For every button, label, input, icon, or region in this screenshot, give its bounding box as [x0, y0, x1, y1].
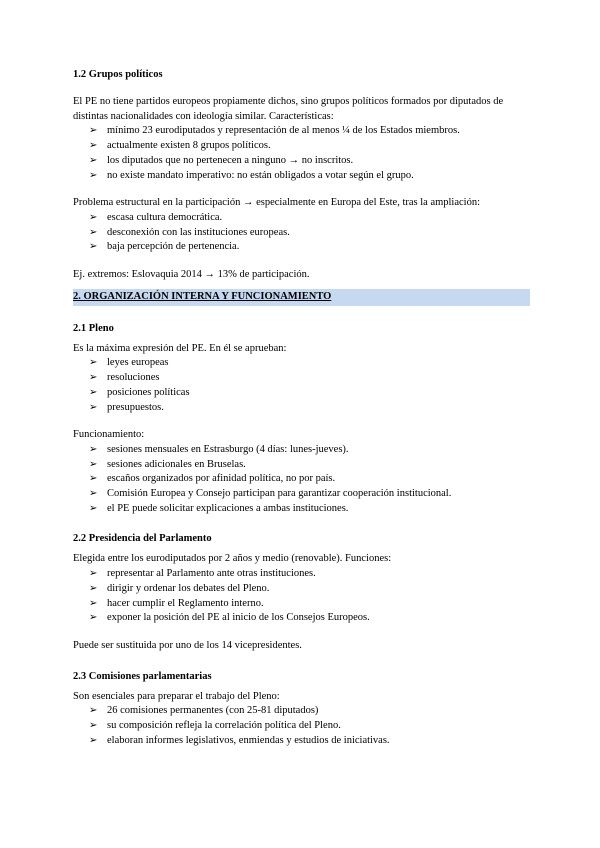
- list-item: ➢ desconexión con las instituciones europeas.: [73, 226, 533, 241]
- list-item: ➢ escaños organizados por afinidad política, no por país.: [73, 472, 533, 487]
- list-item: ➢ su composición refleja la correlación política del Pleno.: [73, 719, 533, 734]
- paragraph-2-1-intro: Es la máxima expresión del PE. En él se aprueban:: [73, 342, 287, 354]
- arrow-bullet-icon: ➢: [89, 241, 98, 253]
- paragraph-1-2-problem: Problema estructural en la participación → especialmente en Europa del Este, tras la ampliación:: [73, 197, 481, 209]
- list-1-2-characteristics: [73, 124, 533, 183]
- paragraph-2-1-functioning: Funcionamiento:: [73, 429, 145, 441]
- list-2-1-functioning: [73, 443, 533, 517]
- arrow-bullet-icon: ➢: [89, 705, 98, 717]
- list-item: ➢ hacer cumplir el Reglamento interno.: [73, 597, 533, 612]
- list-item: ➢ presupuestos.: [73, 401, 533, 416]
- list-item: ➢ representar al Parlamento ante otras instituciones.: [73, 567, 533, 582]
- arrow-bullet-icon: ➢: [89, 386, 98, 398]
- arrow-bullet-icon: ➢: [89, 357, 98, 369]
- list-item: ➢ elaboran informes legislativos, enmiendas y estudios de iniciativas.: [73, 734, 533, 749]
- arrow-bullet-icon: ➢: [89, 473, 98, 485]
- arrow-bullet-icon: ➢: [89, 211, 98, 223]
- paragraph-1-2-example: Ej. extremos: Eslovaquia 2014 → 13% de participación.: [73, 269, 310, 281]
- list-item: ➢ el PE puede solicitar explicaciones a ambas instituciones.: [73, 502, 533, 517]
- paragraph-2-2-note: Puede ser sustituida por uno de los 14 vicepresidentes.: [73, 639, 302, 651]
- arrow-bullet-icon: ➢: [89, 734, 98, 746]
- section-heading-2-3: 2.3 Comisiones parlamentarias: [73, 670, 212, 682]
- section-heading-2: 2. ORGANIZACIÓN INTERNA Y FUNCIONAMIENTO: [73, 291, 332, 303]
- list-item: ➢ leyes europeas: [73, 356, 533, 371]
- list-item: ➢ no existe mandato imperativo: no están obligados a votar según el grupo.: [73, 169, 533, 184]
- list-1-2-problems: [73, 211, 533, 255]
- document-content: [73, 68, 533, 749]
- arrow-bullet-icon: ➢: [89, 443, 98, 455]
- section-heading-1-2: 1.2 Grupos políticos: [73, 69, 163, 80]
- arrow-bullet-icon: ➢: [89, 568, 98, 580]
- list-item: ➢ baja percepción de pertenencia.: [73, 240, 533, 255]
- list-item: ➢ posiciones políticas: [73, 386, 533, 401]
- arrow-bullet-icon: ➢: [89, 597, 98, 609]
- list-item: ➢ escasa cultura democrática.: [73, 211, 533, 226]
- section-heading-2-2: 2.2 Presidencia del Parlamento: [73, 533, 212, 545]
- paragraph-2-3-intro: Son esenciales para preparar el trabajo del Pleno:: [73, 690, 280, 702]
- list-2-2-functions: [73, 567, 533, 626]
- arrow-bullet-icon: ➢: [89, 226, 98, 238]
- arrow-bullet-icon: ➢: [89, 488, 98, 500]
- list-item: ➢ Comisión Europea y Consejo participan para garantizar cooperación institucional.: [73, 487, 533, 502]
- list-item: ➢ los diputados que no pertenecen a ninguno → no inscritos.: [73, 154, 533, 169]
- arrow-bullet-icon: ➢: [89, 458, 98, 470]
- list-item: ➢ resoluciones: [73, 371, 533, 386]
- list-item: ➢ mínimo 23 eurodiputados y representación de al menos ¼ de los Estados miembros.: [73, 124, 533, 139]
- arrow-bullet-icon: ➢: [89, 125, 98, 137]
- arrow-bullet-icon: ➢: [89, 502, 98, 514]
- list-item: ➢ 26 comisiones permanentes (con 25-81 diputados): [73, 704, 533, 719]
- list-item: ➢ exponer la posición del PE al inicio de los Consejos Europeos.: [73, 611, 533, 626]
- arrow-bullet-icon: ➢: [89, 720, 98, 732]
- paragraph-1-2-intro: El PE no tiene partidos europeos propiamente dichos, sino grupos políticos formados por diputados de distintas nacionalidades con ideología similar. Características:: [73, 96, 504, 122]
- section-banner-2: [73, 289, 530, 306]
- list-2-1-approved: [73, 356, 533, 415]
- list-item: ➢ dirigir y ordenar los debates del Pleno.: [73, 582, 533, 597]
- arrow-bullet-icon: ➢: [89, 612, 98, 624]
- paragraph-2-2-intro: Elegida entre los eurodiputados por 2 años y medio (renovable). Funciones:: [73, 553, 392, 565]
- list-item: ➢ sesiones mensuales en Estrasburgo (4 días: lunes-jueves).: [73, 443, 533, 458]
- arrow-bullet-icon: ➢: [89, 154, 98, 166]
- arrow-bullet-icon: ➢: [89, 140, 98, 152]
- list-item: ➢ actualmente existen 8 grupos políticos.: [73, 139, 533, 154]
- section-heading-2-1: 2.1 Pleno: [73, 322, 114, 334]
- arrow-bullet-icon: ➢: [89, 169, 98, 181]
- arrow-bullet-icon: ➢: [89, 372, 98, 384]
- arrow-bullet-icon: ➢: [89, 582, 98, 594]
- list-2-3-committees: [73, 704, 533, 748]
- arrow-bullet-icon: ➢: [89, 401, 98, 413]
- list-item: ➢ sesiones adicionales en Bruselas.: [73, 458, 533, 473]
